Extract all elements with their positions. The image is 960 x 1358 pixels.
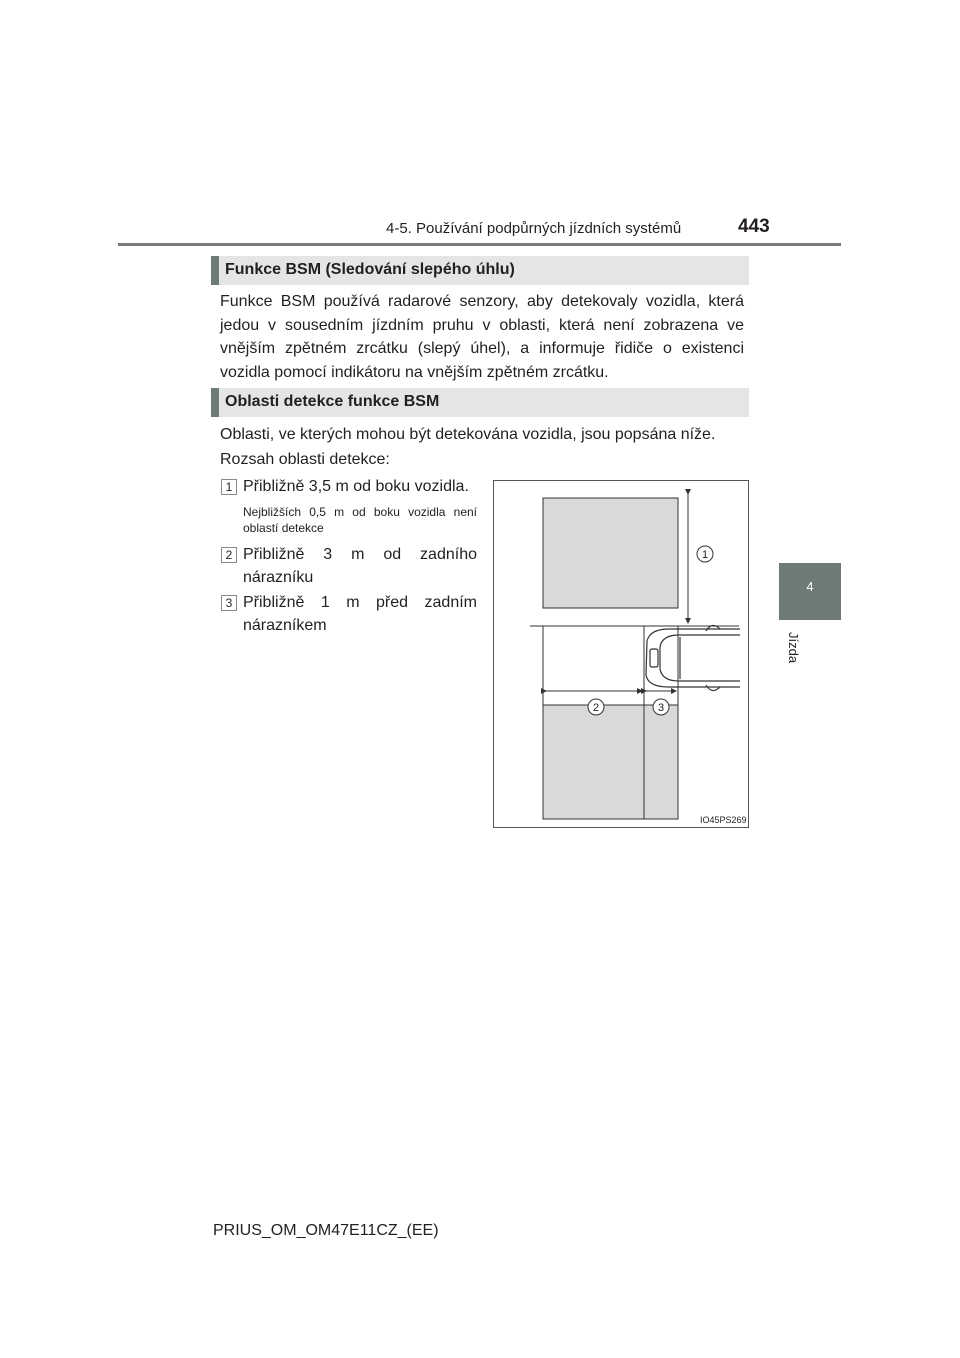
section-bsm-paragraph: Funkce BSM používá radarové senzory, aby detekovaly vozidla, která jedou v sousedním jízdním pruhu v oblasti, která není zobrazena ve vnějším zpětném zrcátku (slepý úhel), a informuje řidiče o existenci vozidla pomocí indikátoru na vnějším zpětném zrcátku. [220,293,744,381]
callout-3-label: 3 [657,702,665,714]
page-number: 443 [738,216,770,237]
detection-range-label: Rozsah oblasti detekce: [220,451,390,468]
item-1-text: Přibližně 3,5 m od boku vozidla. [243,478,469,495]
car-outline-icon [646,625,740,690]
item-number-badge: 3 [221,595,237,611]
side-zone-rect [543,498,678,608]
section-heading-detection-areas-label: Oblasti detekce funkce BSM [225,393,440,410]
item-number-badge: 2 [221,547,237,563]
footer-document-code: PRIUS_OM_OM47E11CZ_(EE) [213,1222,439,1239]
detection-area-figure [493,480,749,828]
callout-2-label: 2 [592,702,600,714]
section-heading-bsm-label: Funkce BSM (Sledování slepého úhlu) [225,261,515,278]
section-heading-detection-areas [211,388,749,417]
section-heading-bsm [211,256,749,285]
figure-id: IO45PS269 [700,815,747,825]
chapter-tab-number: 4 [806,579,814,594]
callout-1-label: 1 [701,549,709,561]
detection-area-diagram [494,481,750,829]
header-section-title: 4-5. Používání podpůrných jízdních systémů [386,220,682,237]
item-3-text: Přibližně 1 m před zadním nárazníkem [243,594,477,634]
item-2-text: Přibližně 3 m od zadního nárazníku [243,546,477,586]
item-number-badge: 1 [221,479,237,495]
item-1-note: Nejbližších 0,5 m od boku vozidla není oblastí detekce [243,505,477,535]
chapter-tab [779,563,841,620]
detection-areas-intro: Oblasti, ve kterých mohou být detekována vozidla, jsou popsána níže. [220,426,716,443]
header-divider [118,243,841,246]
rear-zone-rect [543,705,678,819]
chapter-tab-label: Jízda [786,632,801,664]
